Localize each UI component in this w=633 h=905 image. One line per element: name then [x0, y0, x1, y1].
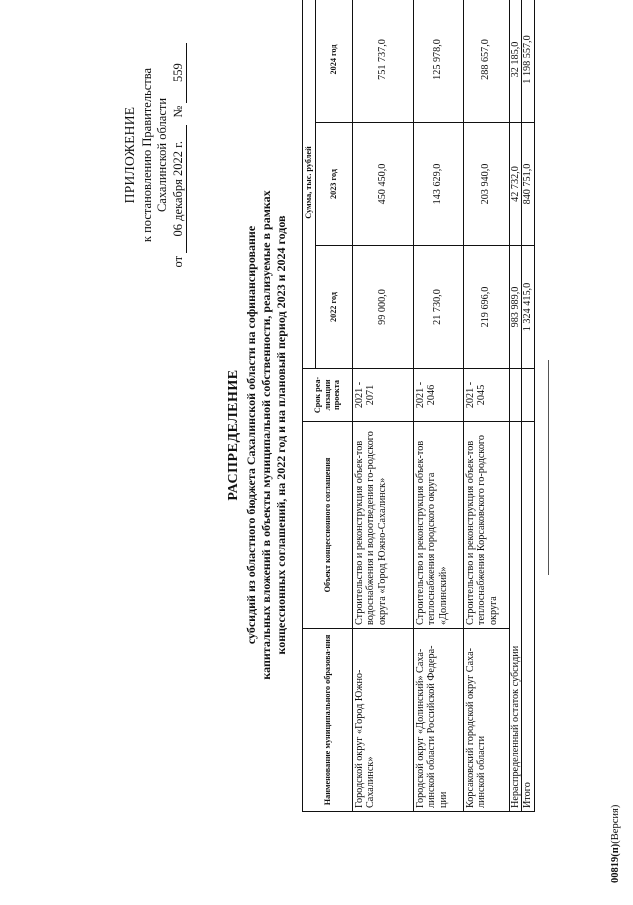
appendix-line2: Сахалинской области [155, 97, 169, 213]
from-label: от [171, 255, 185, 268]
header-2024: 2024 год [315, 0, 352, 123]
appendix-line1: к постановлению Правительства [140, 67, 154, 243]
header-2023: 2023 год [315, 123, 352, 246]
distribution-table [302, 0, 535, 812]
title-line2: капитальных вложений в объекты муниципальной собственности, реализуемые в рамках [259, 190, 273, 680]
cell-object: Строительство и реконструкция объек-тов теплоснабжения городского округа «Долинский» [413, 422, 463, 629]
number-label: № [171, 105, 185, 118]
document-code: 00819(п) [610, 843, 621, 883]
title-line1: субсидий из областного бюджета Сахалинской области на софинансирование [244, 225, 258, 645]
appendix-date-line [171, 5, 187, 305]
cell-municipality: Городской округ «Город Южно-Сахалинск» [352, 629, 413, 812]
header-sum: Сумма, тыс. рублей [303, 0, 316, 369]
cell-2023: 42 732,0 [509, 123, 522, 246]
number-field: 559 [171, 43, 187, 103]
title-heading: РАСПРЕДЕЛЕНИЕ [226, 369, 241, 501]
table-row [463, 0, 509, 812]
cell-total-label: Итого [522, 422, 535, 812]
cell-2024: 125 978,0 [413, 0, 463, 123]
cell-term: 2021 - 2071 [352, 369, 413, 422]
cell-term-empty [522, 369, 535, 422]
cell-2024: 288 657,0 [463, 0, 509, 123]
header-term: Срок реа-лизации проекта [303, 369, 353, 422]
cell-term: 2021 - 2045 [463, 369, 509, 422]
table-row-total [522, 0, 535, 812]
cell-2023: 840 751,0 [522, 123, 535, 246]
cell-2024: 32 185,0 [509, 0, 522, 123]
cell-term-empty [509, 369, 522, 422]
cell-2022: 983 989,0 [509, 246, 522, 369]
header-object: Объект концессионного соглашения [303, 422, 353, 629]
cell-object: Строительство и реконструкция объек-тов теплоснабжения Корсаковского го-родского округа [463, 422, 509, 629]
cell-municipality: Корсаковский городской округ Саха-линской области [463, 629, 509, 812]
date-field: 06 декабря 2022 г. [171, 125, 187, 253]
cell-2023: 203 940,0 [463, 123, 509, 246]
cell-2022: 99 000,0 [352, 246, 413, 369]
table-row-unallocated [509, 0, 522, 812]
title-line3: концессионных соглашений, на 2022 год и на плановый период 2023 и 2024 годов [274, 215, 288, 655]
cell-object: Строительство и реконструкция объек-тов водоснабжения и водоотведения го-родского округа «Город Южно-Сахалинск» [352, 422, 413, 629]
header-municipality: Наименование муниципального образова-ния [303, 629, 353, 812]
cell-2023: 450 450,0 [352, 123, 413, 246]
cell-2022: 1 324 415,0 [522, 246, 535, 369]
cell-2024: 1 198 557,0 [522, 0, 535, 123]
document-title [226, 25, 289, 845]
cell-2023: 143 629,0 [413, 123, 463, 246]
appendix-title: ПРИЛОЖЕНИЕ [122, 106, 137, 204]
footer-code [610, 805, 621, 883]
cell-unallocated-label: Нераспределенный остаток субсидии [509, 422, 522, 812]
document-version: (Версия) [610, 804, 621, 844]
cell-2024: 751 737,0 [352, 0, 413, 123]
cell-municipality: Городской округ «Долинский» Саха-линской области Российской Федера-ции [413, 629, 463, 812]
cell-2022: 219 696,0 [463, 246, 509, 369]
table-row [352, 0, 413, 812]
header-2022: 2022 год [315, 246, 352, 369]
table-row [413, 0, 463, 812]
appendix-block [122, 5, 187, 305]
cell-2022: 21 730,0 [413, 246, 463, 369]
cell-term: 2021 - 2046 [413, 369, 463, 422]
separator-line [548, 360, 549, 575]
